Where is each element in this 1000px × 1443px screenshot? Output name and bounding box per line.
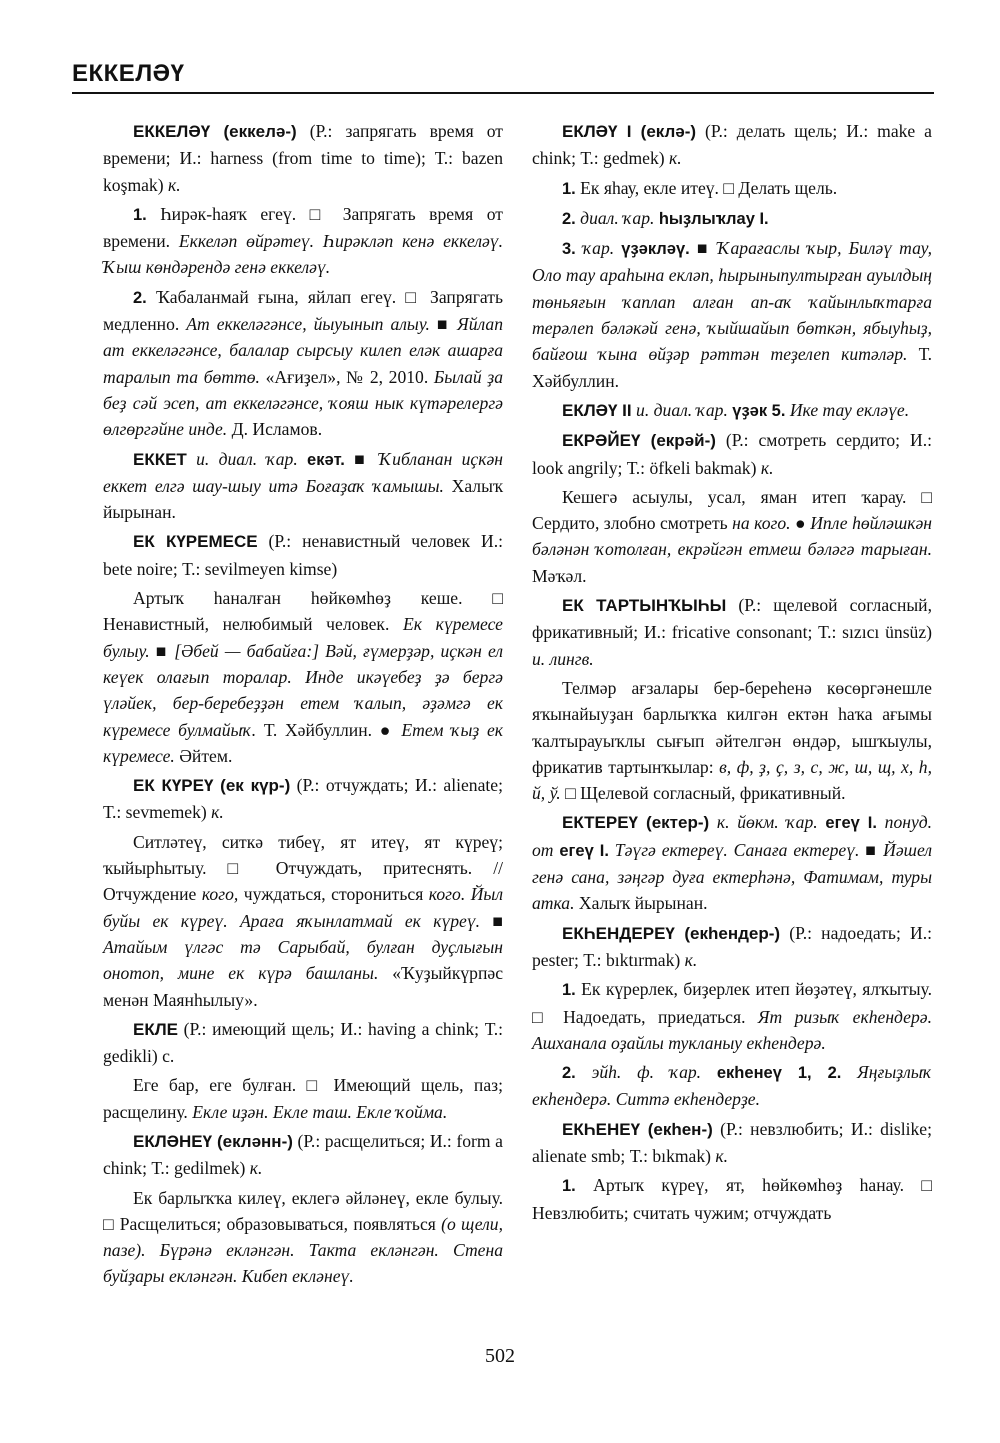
headword: ЕКҺЕНДЕРЕҮ (екһендер-)	[562, 923, 781, 943]
entry-text: Ек яһау, екле итеү. □ Делать щель.	[575, 177, 838, 198]
example-text: Ат еккеләгәнсе, йыуынып алыу.	[186, 314, 430, 335]
example-text: кого. Йыл буйы ек күреү. Араға яҡынлатмай ек күреү.	[103, 884, 504, 931]
example-text: в, ф, ҙ, ҫ, з, с, ж, ш, щ, х, һ, й, ў.	[532, 756, 932, 804]
example-text: Ике тау екләүе.	[789, 399, 910, 420]
cross-reference: үҙәкләү.	[621, 240, 690, 259]
dictionary-entry-paragraph	[103, 1128, 503, 1182]
entry-text: Артыҡ күреү, ят, һөйкөмһөҙ һанау. □ Невзлюбить; считать чужим; отчуждать	[532, 1175, 932, 1223]
dictionary-entry-paragraph	[532, 427, 932, 481]
headword: ЕК ТАРТЫНҠЫҺЫ	[562, 596, 727, 616]
entry-text: ■	[859, 839, 884, 860]
sense-number: 1.	[133, 205, 147, 224]
entry-text: Һирәк-һаяҡ егеү. □ Запрягать время от времени.	[103, 203, 503, 252]
sense-number: 3.	[562, 240, 576, 259]
entry-text: Т. Хәйбуллин.	[532, 344, 932, 391]
entry-text: ■	[689, 238, 718, 259]
dictionary-entry-paragraph	[103, 1072, 503, 1125]
dictionary-entry-paragraph	[103, 528, 503, 582]
dictionary-entry-paragraph	[103, 585, 503, 769]
entry-text: чуждаться, сторониться	[238, 884, 429, 905]
sense-number: 1.	[562, 1177, 576, 1196]
dictionary-entry-paragraph	[532, 976, 932, 1056]
headword: ЕКРӘЙЕҮ (екрәй-)	[562, 431, 716, 451]
headword: ЕККЕТ	[133, 449, 187, 469]
sense-number: 2.	[562, 1064, 576, 1083]
example-text: Екле иҙән. Екле таш. Екле ҡойма.	[192, 1101, 448, 1122]
cross-reference: екәт.	[307, 450, 345, 469]
entry-text: (Р.: расщелиться; И.: form a chink; Т.: gedilmek)	[103, 1130, 503, 1179]
entry-text: Артыҡ һаналған һөйкөмһөҙ кеше. □ Ненавистный, нелюбимый человек.	[103, 588, 503, 635]
entry-text: □ Щелевой согласный, фрикативный.	[560, 783, 846, 804]
entry-text: Телмәр ағзалары бер-береһенә көсөргәнешле яҡынайыуҙан барлыҡҡа килгән ектән һаҡа ағымы ҡалтырауыҡлы сығып әйтелгән өндәр, ышҡыулы, фрикатив тартынҡылар:	[532, 677, 932, 777]
sense-number: 2.	[133, 288, 147, 307]
sense-number: 1.	[562, 179, 576, 198]
headword: ЕКЛӘҮ I (еклә-)	[562, 122, 697, 141]
dictionary-entry-paragraph	[532, 397, 932, 424]
entry-text: Ҡабаланмай ғына, яйлап егеү. □ Запрягать медленно.	[103, 286, 503, 335]
cross-reference: һыҙлыҡлау I.	[658, 209, 769, 228]
sense-number: 1.	[562, 981, 576, 1000]
grammar-label: к.	[684, 949, 698, 970]
entry-text: Әйтем.	[174, 745, 233, 766]
entry-text: Кешегә асыулы, усал, яман итеп ҡарау. □ Сердито, злобно смотреть	[532, 486, 932, 534]
headword: ЕККЕЛӘҮ (еккелә-)	[133, 122, 297, 141]
example-text: Ят ризыҡ екһендерә. Ашханала оҙайлы тукланыу екһендерә.	[532, 1006, 932, 1053]
sense-number: 2.	[562, 209, 576, 228]
entry-text: ●	[790, 513, 811, 534]
dictionary-entry-paragraph	[532, 920, 932, 974]
entry-text: (Р.: смотреть сердито; И.: look angrily; Т.: öfkeli bakmak)	[532, 430, 932, 478]
entry-text: (Р.: отчуждать; И.: alienate; Т.: sevmemek)	[103, 775, 503, 823]
dictionary-entry-paragraph	[532, 809, 932, 916]
dictionary-entry-paragraph	[103, 446, 503, 526]
grammar-label: и. лингв.	[532, 648, 594, 669]
entry-text: (Р.: делать щель; И.: make a chink; Т.: gedmek)	[532, 121, 932, 169]
entry-text: Халыҡ йырынан.	[103, 475, 503, 523]
dictionary-entry-paragraph	[532, 675, 932, 806]
grammar-label: диал. ҡар.	[580, 207, 655, 228]
example-text: Ек күремесе булыу.	[103, 614, 503, 661]
grammar-label: понуд. от	[532, 812, 933, 860]
dictionary-entry-paragraph	[532, 118, 932, 172]
left-column	[103, 118, 503, 1293]
dictionary-entry-paragraph	[532, 175, 932, 202]
headword: ЕКТЕРЕҮ (ектер-)	[562, 813, 710, 833]
dictionary-entry-paragraph	[103, 201, 503, 281]
entry-text: ■	[429, 314, 458, 335]
header-rule	[72, 92, 934, 94]
example-text: Тәүгә ектереү. Санаға ектереү.	[614, 839, 860, 860]
entry-text: ■	[344, 448, 379, 469]
dictionary-entry-paragraph	[103, 772, 503, 826]
dictionary-entry-paragraph	[103, 829, 503, 1013]
entry-text	[841, 1062, 857, 1082]
entry-text: (Р.: щелевой согласный, фрикативный; И.: fricative consonant; Т.: sızıcı ünsüz)	[532, 595, 932, 643]
grammar-label: кого,	[201, 884, 239, 905]
example-text: Еккеләп өйрәтеү. Һирәкләп кенә еккеләү. Ҡыш көндәрендә генә еккеләү.	[103, 231, 503, 278]
entry-text: (Р.: невзлюбить; И.: dislike; alienate smb; Т.: bıkmak)	[532, 1118, 932, 1166]
example-text: Ипле һөйләшкән бәләнән ҡотолған, екрәйгән етмеш бәләгә тарыған.	[532, 513, 932, 560]
entry-text: (Р.: имеющий щель; И.: having a chink; Т.: gedikli) с.	[103, 1018, 503, 1067]
dictionary-entry-paragraph	[532, 1059, 932, 1113]
dictionary-entry-paragraph	[532, 1116, 932, 1170]
entry-text	[576, 238, 583, 258]
dictionary-entry-paragraph	[532, 592, 932, 672]
entry-text: Ек барлыҡҡа килеү, еклегә әйләнеү, екле булыу. □ Расщелиться; образовываться, появляться	[103, 1187, 503, 1234]
entry-text: Еге бар, еге булған. □ Имеющий щель, паз; расщелину.	[103, 1075, 503, 1122]
dictionary-entry-paragraph	[103, 284, 503, 443]
entry-text: ■	[480, 910, 504, 931]
cross-reference: егеү I.	[825, 814, 877, 833]
entry-text	[877, 812, 885, 832]
grammar-label: эйһ. ф. ҡар.	[591, 1062, 702, 1083]
headword: ЕК КҮРЕҮ (ек күр-)	[133, 776, 291, 796]
example-text: Ҡарағаслы ҡыр, Биләү тау, Оло тау араһына екләп, һырыныпултырған ауылдың төньяғын ҡаплап алған ап-аҡ ҡайынлыҡтарға терәлеп бәләкәй генә, ҡыйшайып бөткән, ябыуһыҙ, байғош ҡына өйҙәр рәттән теҙелеп китәләр.	[532, 238, 932, 365]
running-head: ЕККЕЛӘҮ	[72, 60, 185, 87]
headword: ЕКЛЕ	[133, 1019, 178, 1039]
example-text: Яйлап ат еккеләгәнсе, балалар сырсыу килеп еләк ашарға таралып та бөттө.	[103, 314, 503, 387]
entry-text: «Ҡуҙыйкүрпәс менән Маянһылыу».	[103, 963, 503, 1010]
dictionary-entry-paragraph	[103, 1185, 503, 1290]
grammar-label: на кого.	[732, 513, 791, 534]
example-text: Етем ҡыҙ ек күремесе.	[103, 719, 503, 766]
headword: ЕКЛӘНЕҮ (екләнн-)	[133, 1131, 293, 1151]
grammar-label: к.	[715, 1145, 729, 1166]
headword: ЕК КҮРЕМЕСЕ	[133, 532, 258, 552]
grammar-label: к. йөкм. ҡар.	[716, 812, 818, 833]
entry-text: (Р.: надоедать; И.: pester; Т.: bıktırmak)	[532, 922, 933, 970]
example-text: Былай ҙа беҙ сәй эсеп, ат еккеләгәнсе, ҡояш нык күтәрелергә өлгөргәйне инде.	[103, 366, 503, 440]
entry-text: Ек күрерлек, биҙерлек итеп йөҙәтеү, ялҡытыу. □ Надоедать, приедаться.	[532, 979, 932, 1027]
headword: ЕКЛӘҮ II	[562, 400, 632, 420]
grammar-label: к.	[249, 1158, 263, 1179]
example-text: Яңғыҙлыҡ екһендерә. Ситтә екһендерҙе.	[532, 1062, 932, 1110]
grammar-label: к.	[669, 148, 682, 169]
entry-text	[576, 1062, 592, 1082]
dictionary-entry-paragraph	[532, 484, 932, 589]
entry-text: Халыҡ йырынан.	[574, 893, 708, 914]
example-text: Ҡибланан иҫкән еккет елгә шау-шыу итә Боғаҙаҡ ҡамышы.	[103, 448, 503, 496]
dictionary-entry-paragraph	[532, 235, 932, 394]
entry-text: Д. Исламов.	[227, 419, 323, 440]
example-text: (о щели, пазе). Бүрәнә екләнгән. Такта екләнгән. Стена буйҙары екләнгән. Кибеп екләнеү.	[103, 1213, 504, 1287]
page-number: 502	[485, 1345, 515, 1367]
example-text: Атайым үлгәс тә Сарыбай, булған дуҫлығын онотоп, мине ек күрә башланы.	[103, 936, 503, 984]
right-column	[532, 118, 932, 1229]
grammar-label: и. диал. ҡар.	[196, 448, 298, 469]
cross-reference: екһенеү 1, 2.	[716, 1064, 842, 1083]
entry-text	[298, 449, 307, 469]
entry-text: (Р.: запрягать время от времени; И.: harness (from time to time); Т.: bazen koşmak)	[103, 121, 503, 195]
entry-text	[701, 1062, 717, 1082]
entry-text: ■	[149, 640, 175, 661]
entry-text: «Ағиҙел», № 2, 2010.	[259, 366, 434, 387]
grammar-label: к.	[168, 174, 181, 195]
entry-text: Мәҡәл.	[532, 565, 587, 586]
example-text: [Әбей — бабайға:] Вәй, ғүмерҙәр, иҫкән ел кеүек олағып торалар. Инде икәүебеҙ ҙә бергә үләйек, бер-беребеҙҙән етем ҡалып, әҙәмгә ек күремесе булмайыҡ.	[103, 640, 503, 740]
entry-text: (Р.: ненавистный человек И.: bete noire; Т.: sevilmeyen kimse)	[103, 531, 503, 579]
entry-text: Ситләтеү, ситкә тибеү, ят итеү, ят күреү; ҡыйырһытыу. □ Отчуждать, притеснять. // Отчуждение	[103, 831, 503, 905]
grammar-label: ҡар.	[582, 238, 615, 259]
headword: ЕКҺЕНЕҮ (екһен-)	[562, 1119, 713, 1139]
example-text: Йәшел генә сана, зәңгәр дуға ектерһәнә, Фатимам, туры атка.	[532, 839, 933, 914]
entry-text: Т. Хәйбуллин. ●	[256, 719, 402, 740]
dictionary-entry-paragraph	[103, 118, 503, 198]
cross-reference: егеү I.	[559, 841, 609, 860]
entry-text	[187, 449, 196, 469]
cross-reference: үҙәк 5.	[732, 401, 786, 420]
entry-text	[709, 812, 717, 832]
dictionary-entry-paragraph	[532, 205, 932, 232]
grammar-label: к.	[760, 457, 774, 478]
grammar-label: и. диал. ҡар.	[636, 399, 728, 420]
dictionary-entry-paragraph	[532, 1172, 932, 1226]
dictionary-entry-paragraph	[103, 1016, 503, 1070]
grammar-label: к.	[211, 802, 224, 823]
